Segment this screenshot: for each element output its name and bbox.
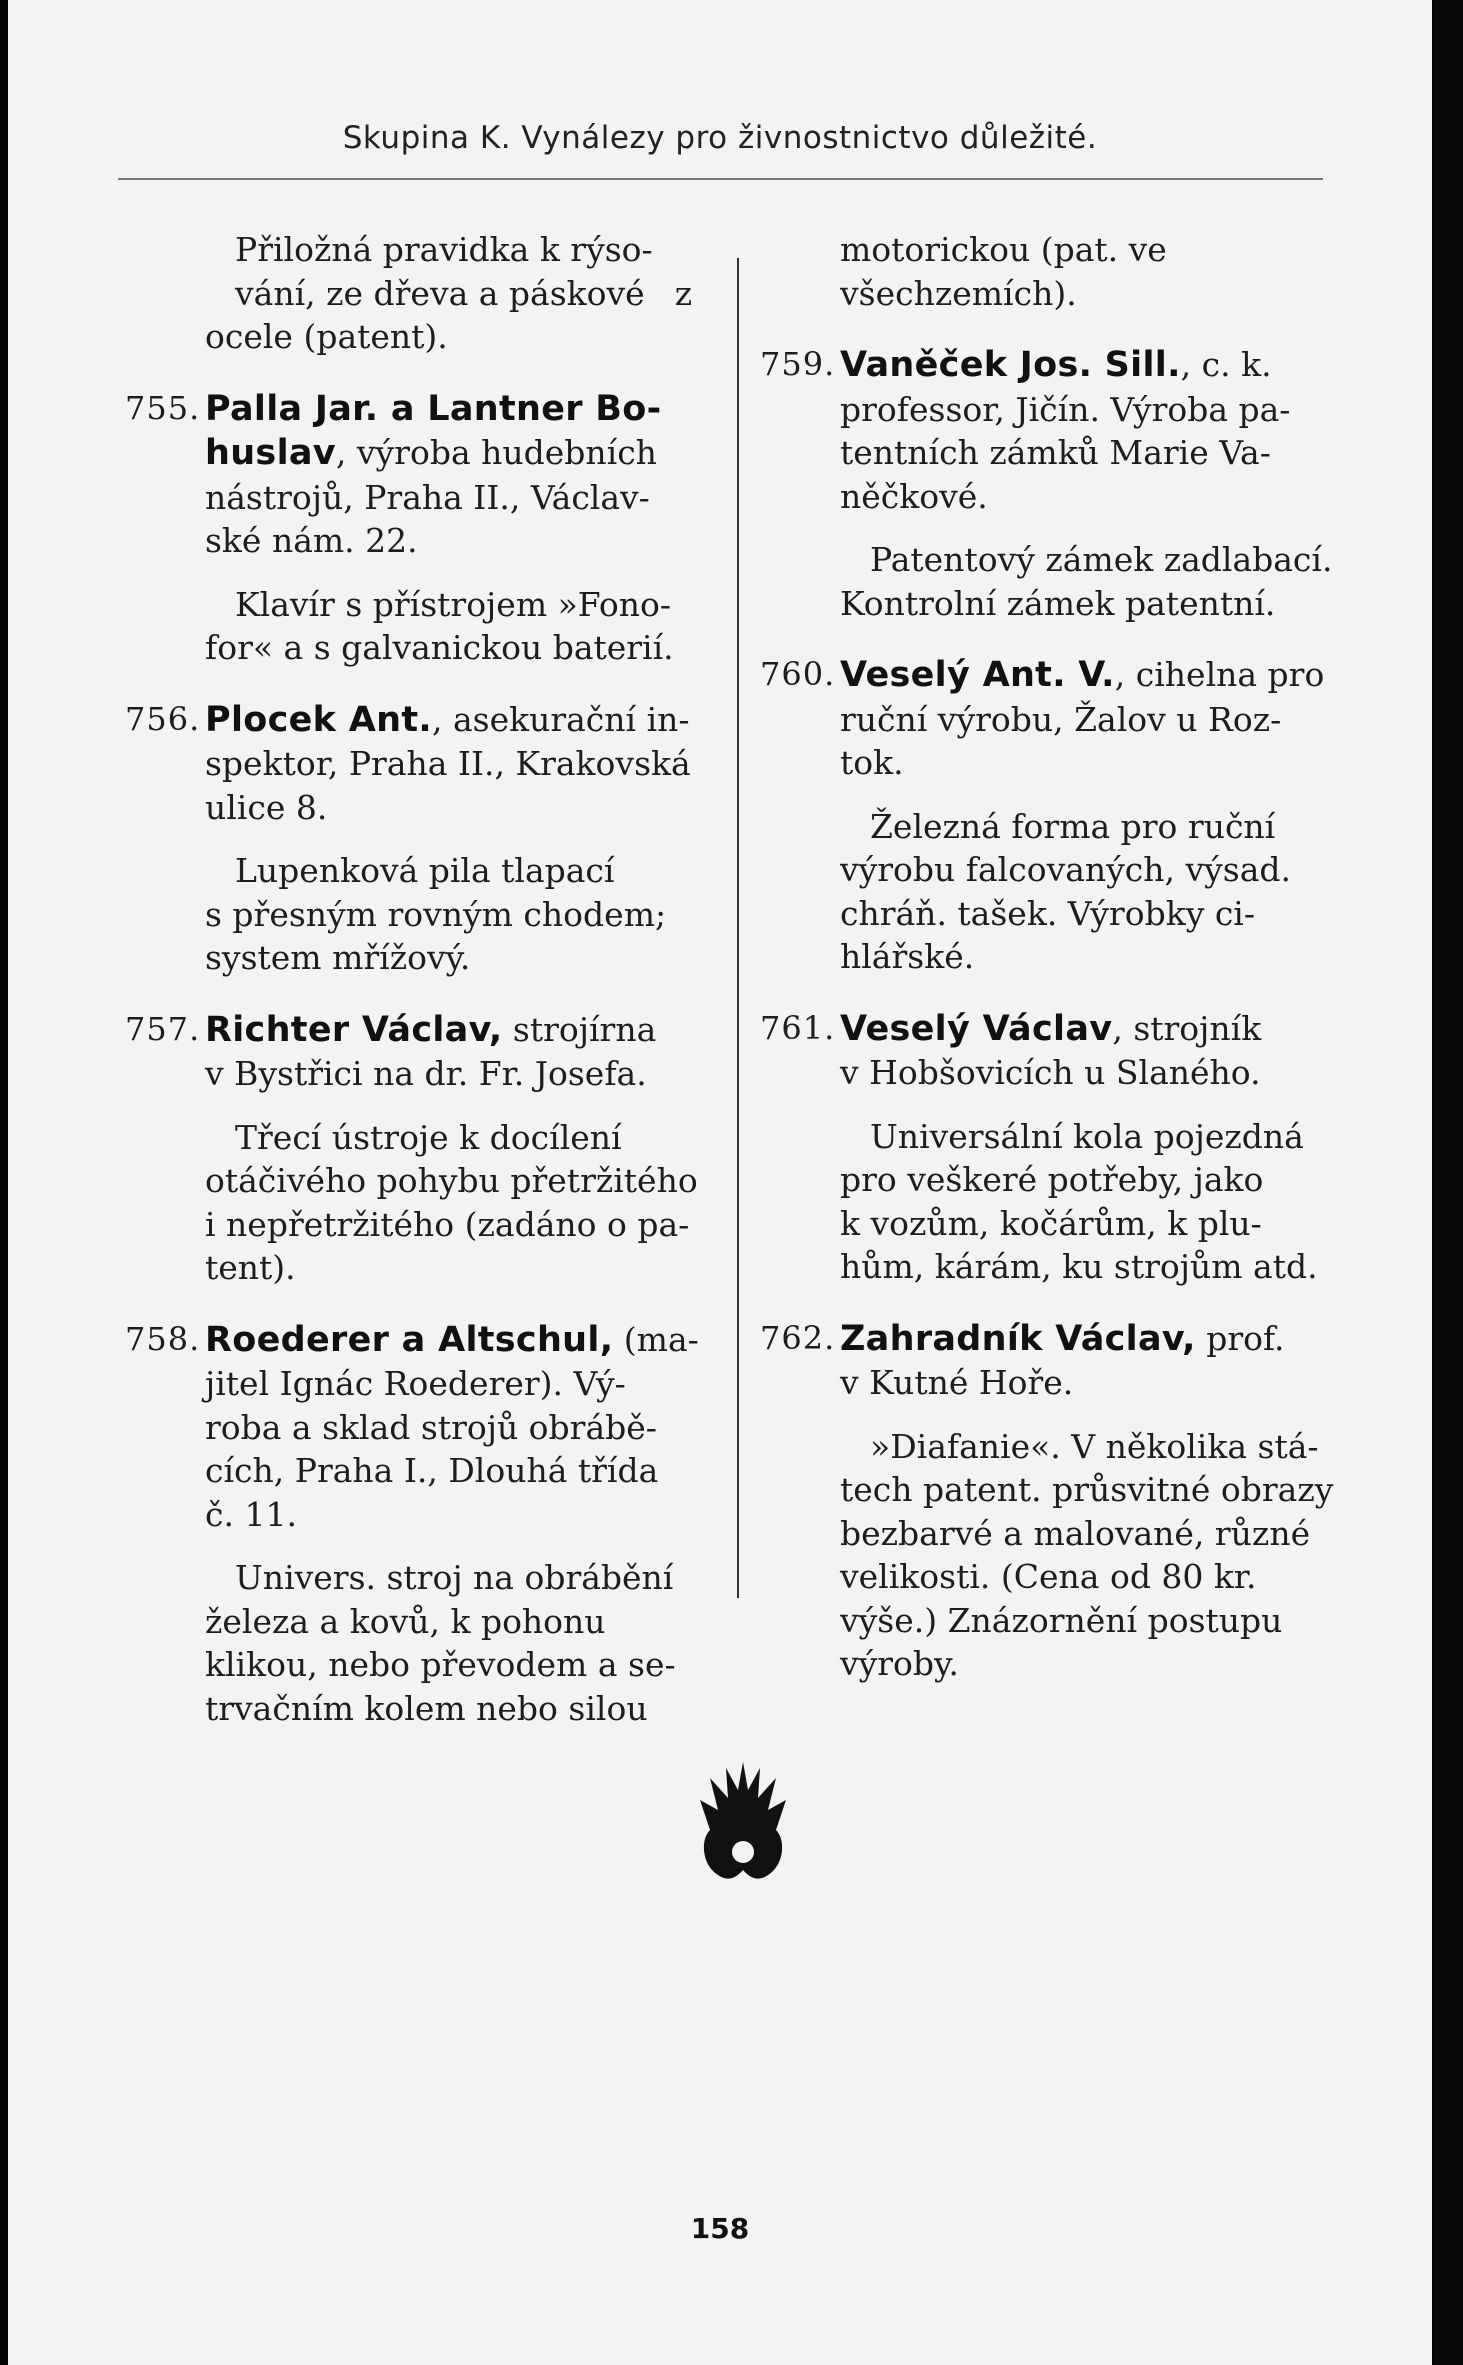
entry-head-text: tok. [840,743,904,782]
entry-head-line [840,741,1350,785]
entry-name: Veselý Václav [840,1008,1113,1049]
header-rule [118,178,1323,180]
running-header: Skupina K. Vynálezy pro živnostnictvo důležité. [342,120,1098,156]
entry-head-line [205,476,705,520]
entry-head-line [205,1318,705,1363]
entry-description-line: Klavír s přístrojem »Fono- [235,584,672,624]
entry-description-line: Universální kola pojezdná [870,1116,1304,1156]
entry-head-text: , asekurační in- [431,699,690,739]
entry-head-text: ské nám. 22. [205,521,418,560]
entry-head-text: roba a sklad strojů obrábě- [205,1407,657,1447]
text-line: Přiložná pravidka k rýso- [235,230,653,269]
entry-number: 755. [125,388,201,427]
entry-head-line [840,1051,1350,1095]
entry-description-line: klikou, nebo převodem a se- [205,1645,676,1684]
entry-head-text: nástrojů, Praha II., Václav- [205,477,650,517]
entry-description-line: Železná forma pro ruční [870,806,1276,846]
entry-head-text: něčkové. [840,476,988,516]
entry-head-line [205,387,705,432]
catalog-entry [125,387,705,670]
entry-number: 756. [125,699,201,738]
entry-head-text: cích, Praha I., Dlouhá třída [205,1451,659,1490]
entry-head-line [840,653,1350,698]
entry-head-line [205,1406,705,1450]
entry-head-line [205,431,705,476]
entry-name: Richter Václav, [205,1009,503,1050]
entry-head-text: č. 11. [205,1494,297,1534]
entry-head-text: professor, Jičín. Výroba pa- [840,389,1291,429]
entry-head-text: , výroba hudebních [335,433,657,472]
entry-number: 761. [760,1008,836,1047]
entry-description-line: k vozům, kočárům, k plu- [840,1203,1262,1243]
catalog-entry [760,343,1350,625]
entry-head-line [205,1362,705,1406]
document-page [8,0,1432,2365]
text-line: vání, ze dřeva a páskové [235,273,645,313]
entry-description-line: trvačním kolem nebo silou [205,1688,648,1728]
continued-text [205,228,705,359]
continued-text [840,228,1350,315]
entry-head-line [840,1007,1350,1052]
entry-head-text: jitel Ignác Roederer). Vý- [205,1364,626,1403]
entry-head-text: strojírna [502,1009,657,1049]
entry-head-line [205,742,705,786]
entry-head-line [205,519,705,563]
entry-description-line: tent). [205,1248,296,1287]
entry-description-line: Univers. stroj na obrábění [235,1558,674,1597]
entry-head-text: ulice 8. [205,787,328,827]
entry-head-line [205,1008,705,1053]
catalog-entry [760,1317,1350,1686]
entry-head-line [205,1449,705,1493]
entry-head-text: prof. [1195,1318,1285,1358]
entry-head-text: v Bystřici na dr. Fr. Josefa. [205,1054,647,1093]
entry-name: Palla Jar. a Lantner Bo- [205,388,662,429]
entry-description-line: Kontrolní zámek patentní. [840,583,1276,623]
entry-description-line: železa a kovů, k pohonu [205,1601,606,1641]
entry-head-text: (ma- [613,1319,699,1359]
entry-name: Veselý Ant. V. [840,655,1115,695]
catalog-entry [760,653,1350,979]
entry-head-text: v Hobšovicích u Slaného. [840,1053,1261,1092]
entry-head-line [840,475,1350,519]
entry-description-line: tech patent. průsvitné obrazy [840,1470,1334,1509]
right-column [760,228,1350,1686]
entry-description-line: otáčivého pohybu přetržitého [205,1161,698,1200]
entry-head-line [840,388,1350,432]
entry-number: 759. [760,345,836,383]
catalog-entry [760,1007,1350,1289]
entry-head-text: , cihelna pro [1114,655,1325,694]
catalog-entry [125,1008,705,1290]
entry-name: Plocek Ant. [205,699,432,740]
text-line: motorickou (pat. ve všech [840,230,1167,313]
entry-head-line [840,1361,1350,1405]
entry-number: 757. [125,1009,201,1048]
entry-description-line: chráň. tašek. Výrobky ci- [840,893,1256,933]
entry-description-line: hům, kárám, ku strojům atd. [840,1247,1318,1286]
entry-description-line: Třecí ústroje k docílení [235,1117,622,1157]
flame-emblem-icon [698,1760,788,1890]
column-divider [737,258,739,1598]
entry-head-line [205,1493,705,1537]
catalog-entry [125,1318,705,1731]
entry-description-line: Patentový zámek zadlabací. [870,540,1333,579]
text-line: zemích). [934,273,1077,313]
left-column [125,228,705,1730]
entry-name: Roederer a Altschul, [205,1319,614,1360]
entry-description-line: pro veškeré potřeby, jako [840,1160,1264,1199]
entry-head-text: , strojník [1112,1008,1262,1048]
entry-head-line [840,1317,1350,1362]
entry-head-text: ruční výrobu, Žalov u Roz- [840,699,1282,739]
entry-head-line [840,343,1350,388]
scan-edge [1433,0,1463,2365]
text-line: z ocele (patent). [205,273,693,356]
entry-head-line [840,431,1350,475]
entry-description-line: výrobu falcovaných, výsad. [840,850,1292,889]
entry-description-line: velikosti. (Cena od 80 kr. [840,1557,1257,1596]
entry-head-text: spektor, Praha II., Krakovská [205,744,691,783]
entry-description-line: výše.) Znázornění postupu [840,1600,1283,1640]
entry-name: huslav [205,433,336,473]
entry-head-text: , c. k. [1180,345,1272,384]
entry-name: Zahradník Václav, [840,1318,1196,1359]
entry-description-line: »Diafanie«. V několika stá- [870,1426,1319,1466]
catalog-entry [125,698,705,980]
entry-description-line: výroby. [840,1644,959,1683]
entry-description-line: system mřížový. [205,938,471,977]
entry-head-text: tentních zámků Marie Va- [840,433,1271,472]
entry-description-line: i nepřetržitého (zadáno o pa- [205,1204,690,1244]
entry-description-line: bezbarvé a malované, různé [840,1513,1311,1553]
entry-head-line [840,698,1350,742]
entry-head-text: v Kutné Hoře. [840,1363,1074,1402]
entry-description-line: hlářské. [840,937,975,976]
entry-head-line [205,698,705,743]
page-number: 158 [690,2212,750,2245]
entry-name: Vaněček Jos. Sill. [840,345,1181,385]
entry-description-line: s přesným rovným chodem; [205,894,667,934]
entry-head-line [205,786,705,830]
entry-description-line: for« a s galvanickou baterií. [205,628,674,667]
entry-head-line [205,1052,705,1096]
entry-number: 762. [760,1318,836,1357]
entry-number: 760. [760,655,836,693]
entry-description-line: Lupenková pila tlapací [235,851,615,890]
entry-number: 758. [125,1319,201,1358]
